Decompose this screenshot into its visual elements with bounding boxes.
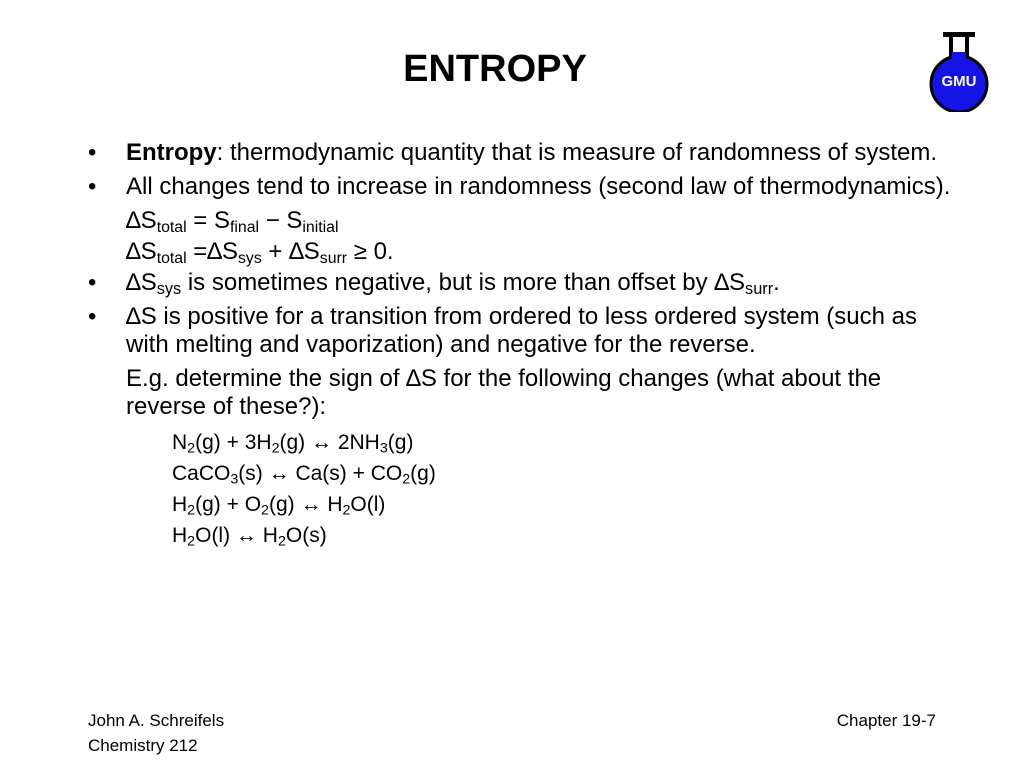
flask-icon [927, 30, 991, 112]
r4-p3: O(s) [285, 524, 327, 547]
r1-s1: 2 [187, 440, 196, 457]
footer-left [88, 708, 224, 758]
footer-chapter: Chapter 19-7 [836, 711, 936, 730]
r3-p4: O(l) [350, 493, 386, 516]
eq2-term-b: =∆S [186, 238, 238, 265]
eq1-sub-c: initial [302, 218, 339, 236]
r1-s3: 3 [379, 440, 388, 457]
logo-label: GMU [941, 73, 977, 90]
eq1-term-b: = S [186, 207, 230, 234]
b3-sub-surr: surr [745, 280, 774, 299]
second-law-text: All changes tend to increase in randomness (second law of thermodynamics). [126, 173, 951, 200]
b3-text: is sometimes negative, but is more than offset by [181, 269, 715, 296]
r3-s2: 2 [261, 502, 269, 519]
example-prompt: E.g. determine the sign of ∆S for the following changes (what about the reverse of these?): [126, 365, 882, 420]
equation-block [82, 207, 962, 266]
eq2-term-a: ∆S [126, 238, 157, 265]
r4-p2: O(l) ↔ H [195, 524, 278, 547]
r4-s1: 2 [187, 533, 196, 550]
eq2-sub-c: surr [319, 249, 348, 267]
r2-p3: (g) [410, 462, 436, 485]
eq1-sub-b: final [229, 218, 260, 236]
eq1-sub-a: total [156, 218, 187, 236]
gmu-flask-logo [927, 30, 991, 112]
bullet-marker: • [88, 139, 97, 166]
r3-p3: (g) ↔ H [268, 493, 343, 516]
footer-course: Chemistry 212 [88, 736, 198, 755]
r2-s2: 2 [402, 471, 411, 488]
delta-symbol: ∆ [126, 269, 141, 296]
bullet-second-law [82, 173, 962, 201]
eq2-sub-a: total [156, 249, 187, 267]
r4-p1: H [172, 524, 188, 547]
reaction-water-formation [172, 489, 962, 520]
b3-s: S [140, 269, 157, 296]
bullet-marker: • [88, 269, 97, 296]
r1-s2: 2 [271, 440, 280, 457]
b3-period: . [773, 269, 780, 296]
eq1-term-a: ∆S [126, 207, 157, 234]
delta-symbol: ∆ [714, 269, 730, 296]
r3-s3: 2 [342, 502, 351, 519]
reaction-calcium-carbonate [172, 458, 962, 489]
slide-body [82, 139, 962, 551]
r1-p2: (g) + 3H [195, 431, 272, 454]
r2-s1: 3 [230, 471, 239, 488]
term-entropy: Entropy [126, 139, 217, 166]
r4-s2: 2 [277, 533, 286, 550]
bullet-marker: • [88, 173, 97, 200]
eq2-term-c: + ∆S [261, 238, 320, 265]
r3-s1: 2 [187, 502, 196, 519]
bullet-positive-transition [82, 303, 962, 359]
reaction-water-freezing [172, 520, 962, 551]
r2-p1: CaCO [172, 462, 231, 485]
bullet-entropy-definition [82, 139, 962, 167]
footer-author: John A. Schreifels [88, 711, 225, 730]
bullet-sys-negative [82, 269, 962, 297]
equation-total-entropy [126, 207, 962, 235]
r1-p3: (g) ↔ 2NH [279, 431, 380, 454]
r3-p2: (g) + O [195, 493, 262, 516]
reaction-list [82, 427, 962, 551]
r2-p2: (s) ↔ Ca(s) + CO [238, 462, 403, 485]
eq2-sub-b: sys [238, 249, 262, 267]
equation-sys-surr [126, 238, 962, 266]
bullet-marker: • [88, 303, 97, 330]
eq1-term-c: − S [259, 207, 303, 234]
r1-p4: (g) [387, 431, 414, 454]
definition-text: : thermodynamic quantity that is measure of randomness of system. [216, 139, 937, 166]
b3-sub-sys: sys [156, 280, 182, 299]
slide-title: ENTROPY [403, 48, 587, 90]
b3-s2: S [729, 269, 746, 296]
eq2-term-d: ≥ 0. [347, 238, 394, 265]
reaction-ammonia [172, 427, 962, 458]
r3-p1: H [172, 493, 188, 516]
r1-p1: N [172, 431, 188, 454]
delta-symbol: ∆ [126, 303, 141, 330]
b4-text: S is positive for a transition from ordered to less ordered system (such as with melting and vaporization) and negative for the reverse. [126, 303, 918, 358]
